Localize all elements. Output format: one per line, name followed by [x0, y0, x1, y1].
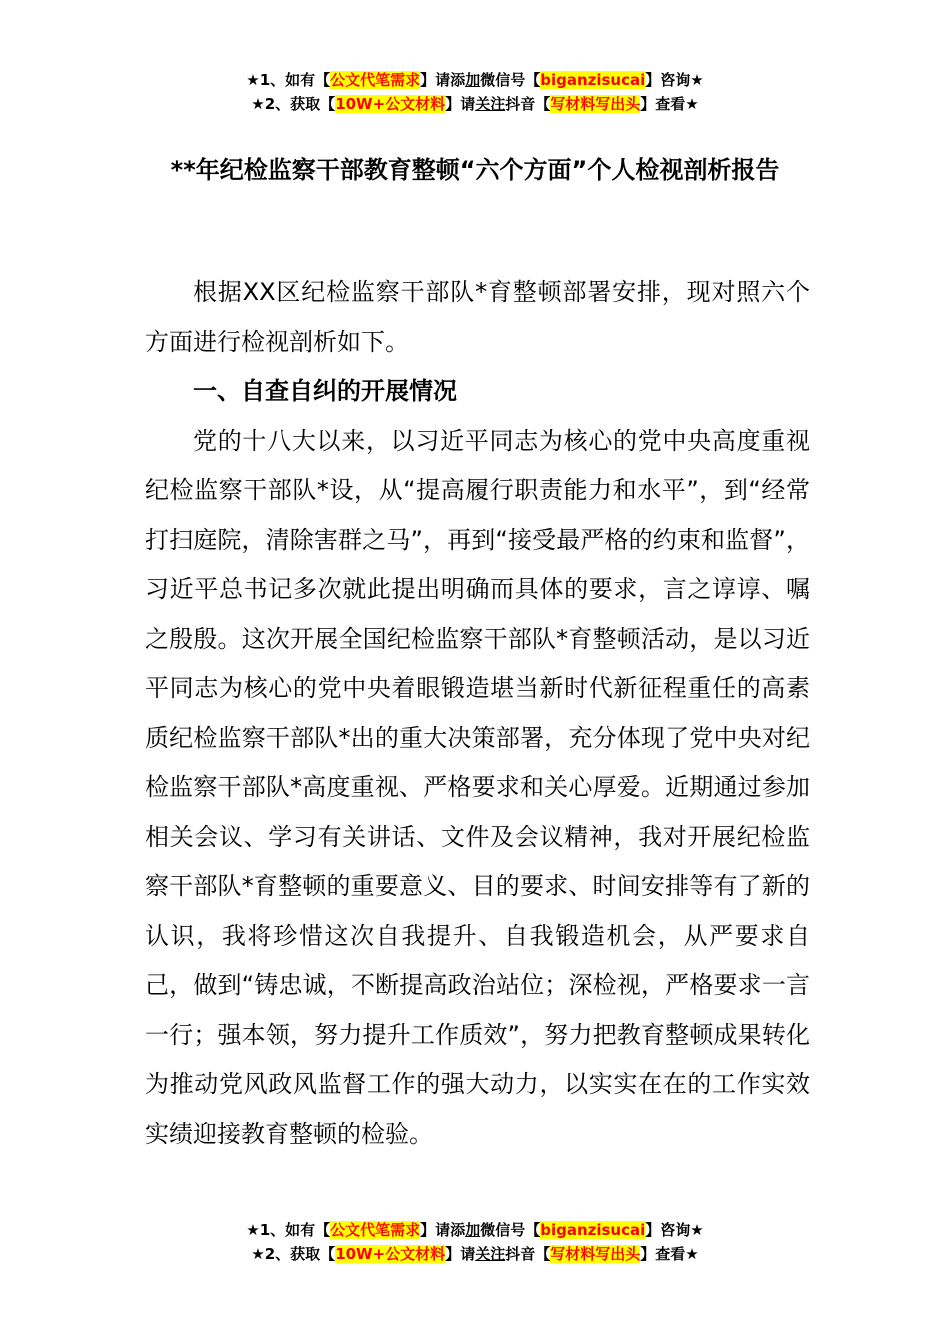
- intro-paragraph: 根据XX区纪检监察干部队*育整顿部署安排，现对照六个方面进行检视剖析如下。: [145, 278, 810, 356]
- highlight-materials: 10W+公文材料: [335, 1245, 446, 1263]
- highlight-service: 公文代笔需求: [330, 71, 421, 89]
- highlight-douyin-id: 写材料写出头: [550, 1245, 641, 1263]
- highlight-wechat-id: biganzisucai: [540, 71, 646, 89]
- highlight-materials: 10W+公文材料: [335, 95, 446, 113]
- highlight-service: 公文代笔需求: [330, 1221, 421, 1239]
- document-body: [145, 268, 810, 1159]
- promo-banner-top: [0, 68, 950, 116]
- promo-line-1-bottom: ★1、如有【公文代笔需求】请添加微信号【biganzisucai】咨询★: [246, 1221, 704, 1239]
- promo-line-1: ★1、如有【公文代笔需求】请添加微信号【biganzisucai】咨询★: [246, 71, 704, 89]
- promo-banner-bottom: [0, 1218, 950, 1266]
- highlight-douyin-id: 写材料写出头: [550, 95, 641, 113]
- promo-line-2-bottom: ★2、获取【10W+公文材料】请关注抖音【写材料写出头】查看★: [251, 1245, 699, 1263]
- section-1-paragraph: 党的十八大以来，以习近平同志为核心的党中央高度重视纪检监察干部队*设，从“提高履行职责能力和水平”，到“经常打扫庭院，清除害群之马”，再到“接受最严格的约束和监督”，习近平总书记多次就此提出明确而具体的要求，言之谆谆、嘱之殷殷。这次开展全国纪检监察干部队*育整顿活动，是以习近平同志为核心的党中央着眼锻造堪当新时代新征程重任的高素质纪检监察干部队*出的重大决策部署，充分体现了党中央对纪检监察干部队*高度重视、严格要求和关心厚爱。近期通过参加相关会议、学习有关讲话、文件及会议精神，我对开展纪检监察干部队*育整顿的重要意义、目的要求、时间安排等有了新的认识，我将珍惜这次自我提升、自我锻造机会，从严要求自己，做到“铸忠诚，不断提高政治站位；深检视，严格要求一言一行；强本领，努力提升工作质效”，努力把教育整顿成果转化为推动党风政风监督工作的强大动力，以实实在在的工作实效实绩迎接教育整顿的检验。: [145, 426, 810, 1148]
- highlight-wechat-id: biganzisucai: [540, 1221, 646, 1239]
- promo-line-2: ★2、获取【10W+公文材料】请关注抖音【写材料写出头】查看★: [251, 95, 699, 113]
- section-heading-1: 一、自查自纠的开展情况: [193, 377, 457, 405]
- document-title: **年纪检监察干部教育整顿“六个方面”个人检视剖析报告: [170, 156, 780, 184]
